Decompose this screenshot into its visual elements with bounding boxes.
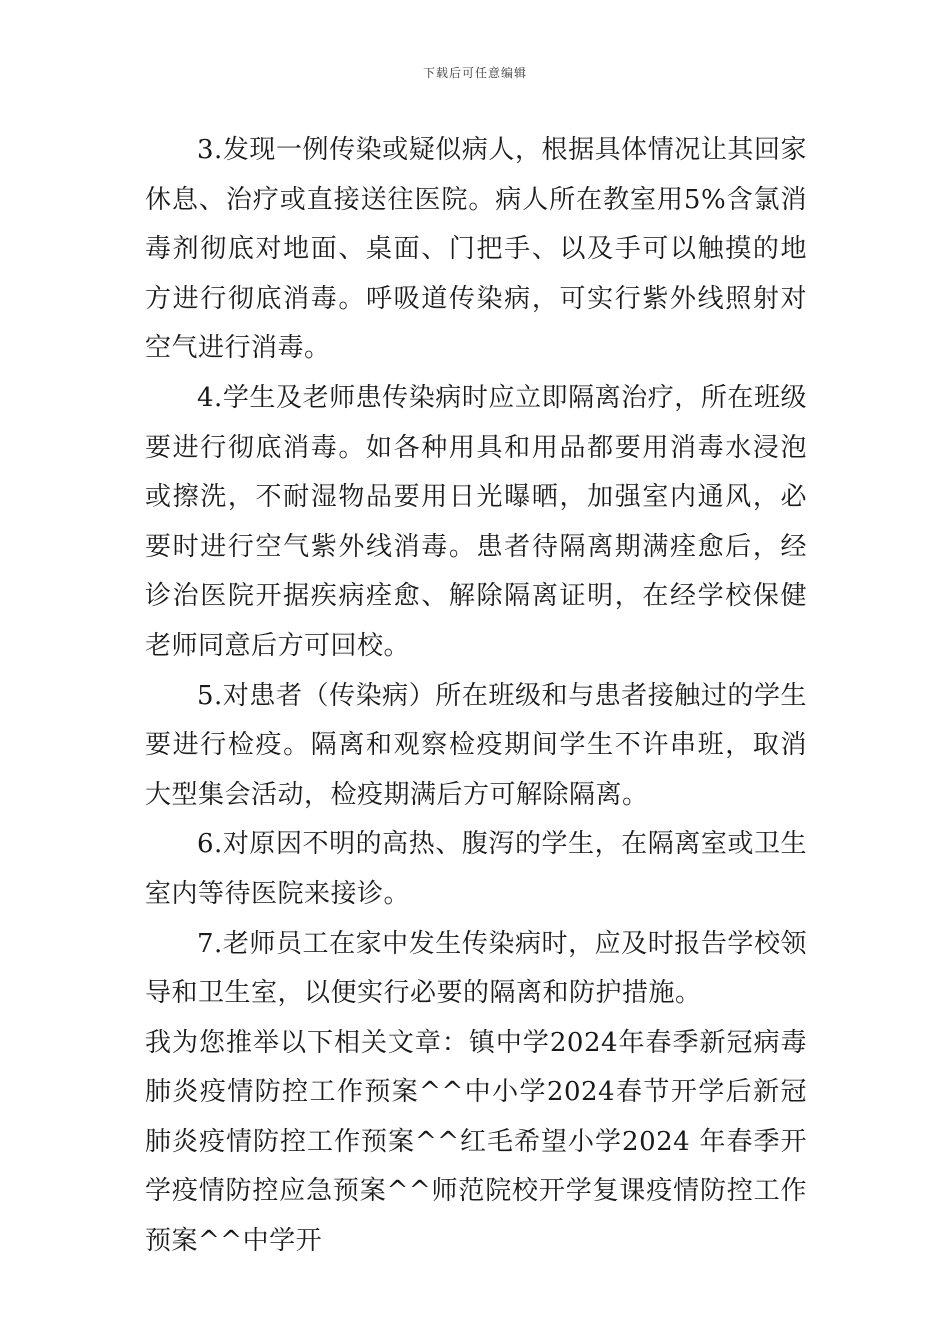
document-body <box>145 126 807 1267</box>
related-articles: 我为您推举以下相关文章：镇中学2024年春季新冠病毒肺炎疫情防控工作预案^^中小学2024春节开学后新冠肺炎疫情防控工作预案^^红毛希望小学2024 年春季开学疫情防控应急预案^^师范院校开学复课疫情防控工作预案^^中学开 <box>145 1027 807 1257</box>
paragraph-item-7: 7.老师员工在家中发生传染病时，应及时报告学校领导和卫生室，以便实行必要的隔离和防护措施。 <box>145 928 807 1009</box>
paragraph-item-4: 4.学生及老师患传染病时应立即隔离治疗，所在班级要进行彻底消毒。如各种用具和用品都要用消毒水浸泡或擦洗，不耐湿物品要用日光曝晒，加强室内通风，必要时进行空气紫外线消毒。患者待隔离期满痊愈后，经诊治医院开据疾病痊愈、解除隔离证明，在经学校保健老师同意后方可回校。 <box>145 382 807 661</box>
page-header: 下载后可任意编辑 <box>422 66 527 80</box>
paragraph-item-5: 5.对患者（传染病）所在班级和与患者接触过的学生要进行检疫。隔离和观察检疫期间学生不许串班，取消大型集会活动，检疫期满后方可解除隔离。 <box>145 680 807 810</box>
paragraph-item-6: 6.对原因不明的高热、腹泻的学生，在隔离室或卫生室内等待医院来接诊。 <box>145 829 807 909</box>
paragraph-item-3: 3.发现一例传染或疑似病人，根据具体情况让其回家休息、治疗或直接送往医院。病人所在教室用5%含氯消毒剂彻底对地面、桌面、门把手、以及手可以触摸的地方进行彻底消毒。呼吸道传染病，可实行紫外线照射对空气进行消毒。 <box>145 135 807 364</box>
